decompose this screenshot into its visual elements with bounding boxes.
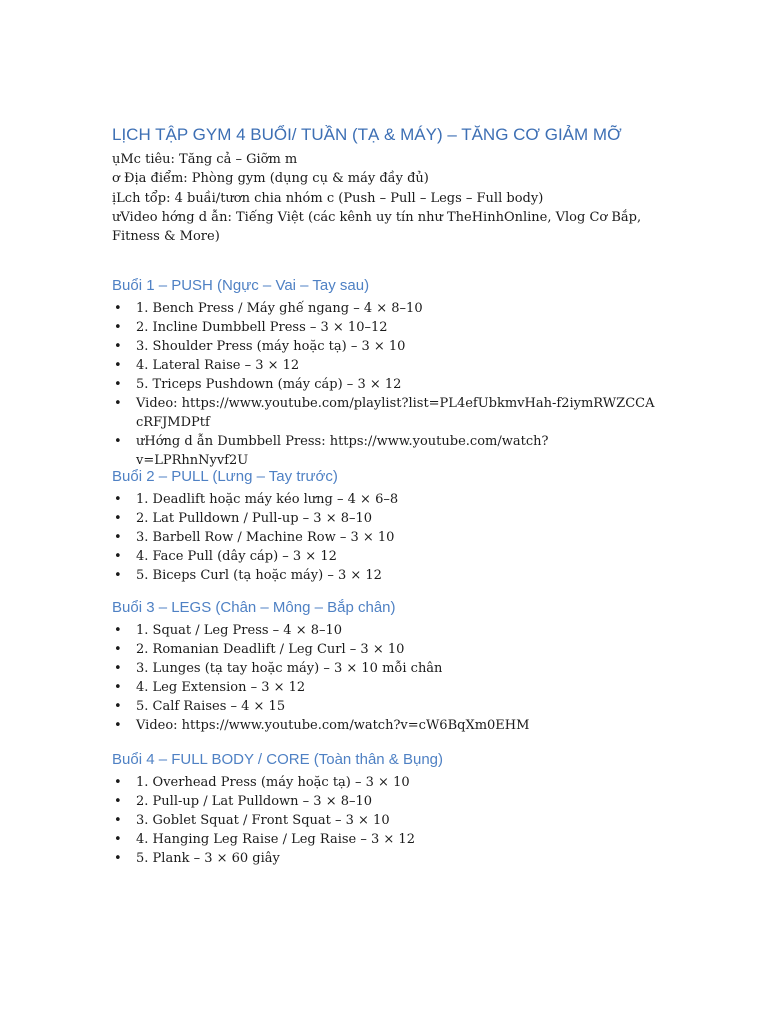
intro-line-goal: ụMc tiêu: Tăng cả – Giỡm m: [112, 152, 298, 167]
list-item-video-link[interactable]: • Video: https://www.youtube.com/playlist?list=PL4efUbkmvHah-f2iymRWZCCAcRFJMDPtf: [114, 396, 655, 430]
intro-line-schedule: ịLch tổp: 4 buầi/tươn chia nhóm c (Push – Pull – Legs – Full body): [112, 190, 544, 206]
bullet-icon: •: [114, 851, 122, 866]
bullet-icon: •: [114, 320, 122, 335]
bullet-icon: •: [114, 358, 122, 373]
list-item: • 4. Leg Extension – 3 × 12: [114, 680, 306, 695]
bullet-icon: •: [114, 530, 122, 545]
bullet-icon: •: [114, 492, 122, 507]
bullet-icon: •: [114, 794, 122, 809]
section-heading-pull: Buổi 2 – PULL (Lưng – Tay trước): [112, 468, 338, 485]
intro-block: [112, 150, 657, 246]
list-item: • 5. Triceps Pushdown (máy cáp) – 3 × 12: [114, 377, 402, 392]
list-item: • 1. Deadlift hoặc máy kéo lưng – 4 × 6–8: [114, 492, 399, 507]
list-item: • 3. Shoulder Press (máy hoặc tạ) – 3 × 10: [114, 339, 406, 354]
bullet-icon: •: [114, 549, 122, 564]
section-list-full-body: [112, 773, 657, 868]
bullet-icon: •: [114, 396, 122, 411]
section-heading-push: Buổi 1 – PUSH (Ngực – Vai – Tay sau): [112, 277, 370, 294]
bullet-icon: •: [114, 377, 122, 392]
list-item: • 3. Lunges (tạ tay hoặc máy) – 3 × 10 mỗi chân: [114, 661, 443, 676]
bullet-icon: •: [114, 642, 122, 657]
bullet-icon: •: [114, 718, 122, 733]
list-item: • 1. Overhead Press (máy hoặc tạ) – 3 × 10: [114, 775, 410, 790]
list-item: • 3. Goblet Squat / Front Squat – 3 × 10: [114, 813, 390, 828]
list-item: • 2. Pull-up / Lat Pulldown – 3 × 8–10: [114, 794, 373, 809]
list-item: • 2. Lat Pulldown / Pull-up – 3 × 8–10: [114, 511, 373, 526]
bullet-icon: •: [114, 813, 122, 828]
section-list-push: [112, 299, 657, 470]
bullet-icon: •: [114, 511, 122, 526]
list-item: • 1. Squat / Leg Press – 4 × 8–10: [114, 623, 343, 638]
bullet-icon: •: [114, 661, 122, 676]
bullet-icon: •: [114, 775, 122, 790]
bullet-icon: •: [114, 699, 122, 714]
bullet-icon: •: [114, 434, 122, 449]
list-item: • 4. Lateral Raise – 3 × 12: [114, 358, 300, 373]
list-item: • 3. Barbell Row / Machine Row – 3 × 10: [114, 530, 395, 545]
list-item: • 5. Calf Raises – 4 × 15: [114, 699, 286, 714]
list-item-video-link[interactable]: • Video: https://www.youtube.com/watch?v=cW6BqXm0EHM: [114, 718, 530, 733]
list-item: • 2. Incline Dumbbell Press – 3 × 10–12: [114, 320, 388, 335]
section-list-pull: [112, 490, 657, 585]
list-item: • 1. Bench Press / Máy ghế ngang – 4 × 8–10: [114, 301, 423, 316]
list-item: • 4. Face Pull (dây cáp) – 3 × 12: [114, 549, 337, 564]
section-list-legs: [112, 621, 657, 735]
list-item: • 5. Biceps Curl (tạ hoặc máy) – 3 × 12: [114, 568, 382, 583]
bullet-icon: •: [114, 680, 122, 695]
document-title: LỊCH TẬP GYM 4 BUỔI/ TUẦN (TẠ & MÁY) – TĂNG CƠ GIẢM MỠ: [112, 125, 622, 144]
list-item: • 2. Romanian Deadlift / Leg Curl – 3 × 10: [114, 642, 405, 657]
intro-line-location: ơ Địa điểm: Phòng gym (dụng cụ & máy đầy đủ): [112, 171, 429, 187]
section-heading-legs: Buổi 3 – LEGS (Chân – Mông – Bắp chân): [112, 599, 396, 616]
bullet-icon: •: [114, 832, 122, 847]
list-item-guide-link[interactable]: • ưHớng d ẫn Dumbbell Press: https://www.youtube.com/watch?v=LPRhnNyvf2U: [114, 434, 549, 468]
bullet-icon: •: [114, 301, 122, 316]
list-item: • 5. Plank – 3 × 60 giây: [114, 851, 280, 866]
bullet-icon: •: [114, 623, 122, 638]
intro-line-video: ưVideo hớng d ẫn: Tiếng Việt (các kênh uy tín như TheHinhOnline, Vlog Cơ Bắp, Fitness & More): [112, 209, 642, 245]
bullet-icon: •: [114, 339, 122, 354]
section-heading-full-body: Buổi 4 – FULL BODY / CORE (Toàn thân & Bụng): [112, 751, 443, 768]
bullet-icon: •: [114, 568, 122, 583]
list-item: • 4. Hanging Leg Raise / Leg Raise – 3 × 12: [114, 832, 415, 847]
